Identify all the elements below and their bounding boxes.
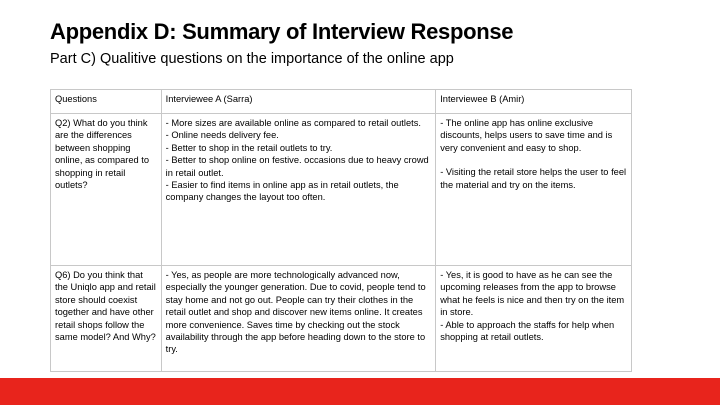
answer-a-q6 [161, 266, 436, 372]
header-interviewee-a: Interviewee A (Sarra) [161, 90, 436, 114]
paragraph-gap [440, 154, 627, 166]
interview-response-table [50, 89, 632, 372]
question-q2: Q2) What do you think are the differences between shopping online, as compared to shopping in retail outlets? [51, 114, 162, 266]
answer-line: - Visiting the retail store helps the user to feel the material and try on the items. [440, 167, 627, 190]
answer-line: - The online app has online exclusive discounts, helps users to save time and is very convenient and easy to shop. [440, 118, 613, 153]
answer-line: - Yes, it is good to have as he can see the upcoming releases from the app to browse what he feels is nice and then try on the item in store. [440, 270, 625, 318]
answer-line: - Able to approach the staffs for help when shopping at retail outlets. [440, 319, 615, 343]
slide-subtitle: Part C) Qualitive questions on the importance of the online app [50, 51, 454, 67]
answer-line: - Online needs delivery fee. [165, 130, 279, 141]
answer-line: - Better to shop online on festive. occasions due to heavy crowd in retail outlet. [165, 155, 429, 178]
answer-line: - More sizes are available online as compared to retail outlets. [165, 118, 421, 128]
table-row [51, 114, 632, 266]
slide-title: Appendix D: Summary of Interview Response [50, 19, 514, 44]
header-questions: Questions [51, 90, 162, 114]
answer-b-q2 [436, 114, 632, 266]
table-header-row [51, 90, 632, 114]
answer-a-q2 [161, 114, 436, 266]
question-q6: Q6) Do you think that the Uniqlo app and retail store should coexist together and have other retail shops follow the same model? And Why? [51, 266, 162, 372]
answer-line: - Yes, as people are more technologically advanced now, especially the younger generation. Due to covid, people tend to stay home and not go out. People can try their clothes in the retail outlet and shop and discover new items online. It creates more convenience. Saves time by checking out the stock availability through the app before heading down to the store to try. [165, 270, 426, 355]
answer-b-q6 [436, 266, 632, 372]
answer-line: - Easier to find items in online app as in retail outlets, the company changes the layout too often. [165, 180, 399, 203]
header-interviewee-b: Interviewee B (Amir) [436, 90, 632, 114]
answer-line: - Better to shop in the retail outlets to try. [165, 142, 333, 153]
table-row [51, 266, 632, 372]
footer-accent-bar [0, 378, 720, 405]
